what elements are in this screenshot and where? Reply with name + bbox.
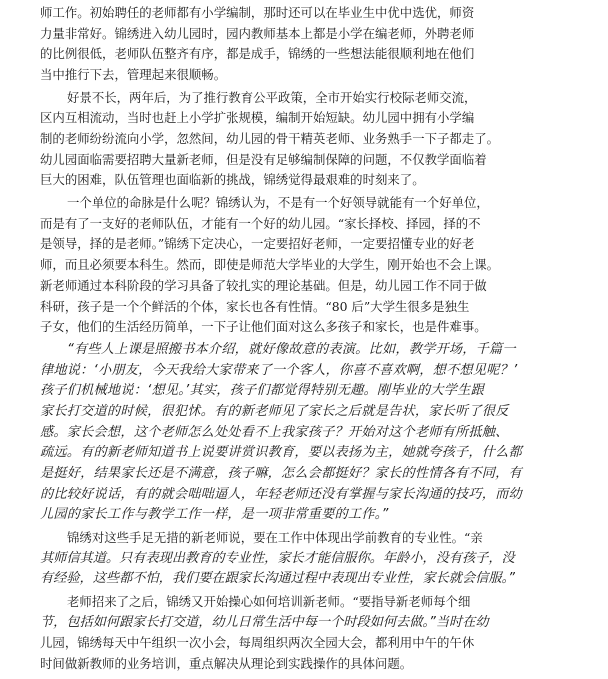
text-line: 当中推行下去，管理起来很顺畅。 (40, 67, 227, 83)
quote-line: 孩子们机械地说：‘想见。’其实，孩子们都觉得特别无趣。刚毕业的大学生跟 (40, 383, 484, 399)
text-line: 子女，他们的生活经历简单，一下子让他们面对这么多孩子和家长，也是件难事。 (40, 319, 487, 335)
text-line: 区内互相流动，当时也赶上小学扩张规模，编制开始短缺。幼儿园中拥有小学编 (40, 110, 475, 126)
text-line: 老师招来了之后，锦绣又开始操心如何培训新老师。“要指导新老师每个细 (67, 594, 471, 610)
quote-line: “有些人上课是照搬书本介绍，就好像故意的表演。比如，教学开场，千篇一 (67, 341, 516, 357)
text-line: 一个单位的命脉是什么呢？锦绣认为，不是有一个好领导就能有一个好单位， (67, 195, 489, 211)
quote-line: 是挺好，结果家长还是不满意，孩子嘛，怎么会都挺好？家长的性情各有不同，有 (40, 465, 522, 481)
quote-line: 儿园的家长工作与教学工作一样，是一项非常重要的工作。” (40, 507, 389, 523)
text-line: 是领导，择的是老师。”锦绣下定决心，一定要招好老师，一定要招懂专业的好老 (40, 236, 475, 252)
quote-line: 家长打交道的时候，很犯怵。有的新老师见了家长之后就是告状，家长听了很反 (40, 403, 509, 419)
text-line: 巨大的困难，队伍管理也面临新的挑战，锦绣觉得最艰难的时刻来了。 (40, 172, 425, 188)
text-line: 的比例很低，老师队伍整齐有序，都是成手，锦绣的一些想法能很顺利地在他们 (40, 46, 475, 62)
text-line: 新老师通过本科阶段的学习具备了较扎实的理论基础。但是，幼儿园工作不同于做 (40, 277, 487, 293)
text-line: 制的老师纷纷流向小学，忽然间，幼儿园的骨干精英老师、业务熟手一下子都走了。 (40, 131, 500, 147)
text-line: 师，而且必须要本科生。然而，即使是师范大学毕业的大学生，刚开始也不会上课。 (40, 257, 500, 273)
text-line: 其师信其道。只有表现出教育的专业性，家长才能信服你。年龄小，没有孩子，没 (40, 550, 515, 566)
quote-line: 律地说：‘小朋友，今天我给大家带来了一个客人，你喜不喜欢啊，想不想见呢？’ (40, 362, 518, 378)
text-line: 师工作。初始聘任的老师都有小学编制，那时还可以在毕业生中优中选优，师资 (40, 5, 475, 20)
quote-line: 疏远。有的新老师知道书上说要讲赏识教育，要以表扬为主，她就夸孩子，什么都 (40, 445, 522, 461)
quote-line: 感。家长会想，这个老师怎么处处看不上我家孩子？开始对这个老师有所抵触、 (40, 424, 509, 440)
text-line: 儿园，锦绣每天中午组织一次小会，每周组织两次全园大会，都利用中午的午休 (40, 635, 475, 651)
text-line: 而是有了一支好的老师队伍，才能有一个好的幼儿园。“家长择校、择园，择的不 (40, 215, 481, 231)
text-line: 时间做新教师的业务培训，重点解决从理论到实践操作的具体问题。 (40, 656, 413, 672)
text-line: 节，包括如何跟家长打交道，幼儿日常生活中每一个时段如何去做。”当时在幼 (40, 614, 489, 630)
text-line: 好景不长，两年后，为了推行教育公平政策，全市开始实行校际老师交流， (67, 89, 477, 105)
text-line: 科研，孩子是一个个鲜活的个体，家长也各有性情。“80 后”大学生很多是独生 (40, 298, 470, 314)
quote-line: 的比较好说话，有的就会咄咄逼人，年轻老师还没有掌握与家长沟通的技巧，而幼 (40, 486, 522, 502)
text-line: 幼儿园面临需要招聘大量新老师，但是没有足够编制保障的问题，不仅教学面临着 (40, 151, 487, 167)
text-line: 有经验，这些都不怕，我们要在跟家长沟通过程中表现出专业性，家长就会信服。” (40, 571, 515, 587)
text-line: 锦绣对这些手足无措的新老师说，要在工作中体现出学前教育的专业性。“亲 (67, 530, 483, 545)
text-line: 力量非常好。锦绣进入幼儿园时，园内教师基本上都是小学在编老师，外聘老师 (40, 25, 475, 41)
